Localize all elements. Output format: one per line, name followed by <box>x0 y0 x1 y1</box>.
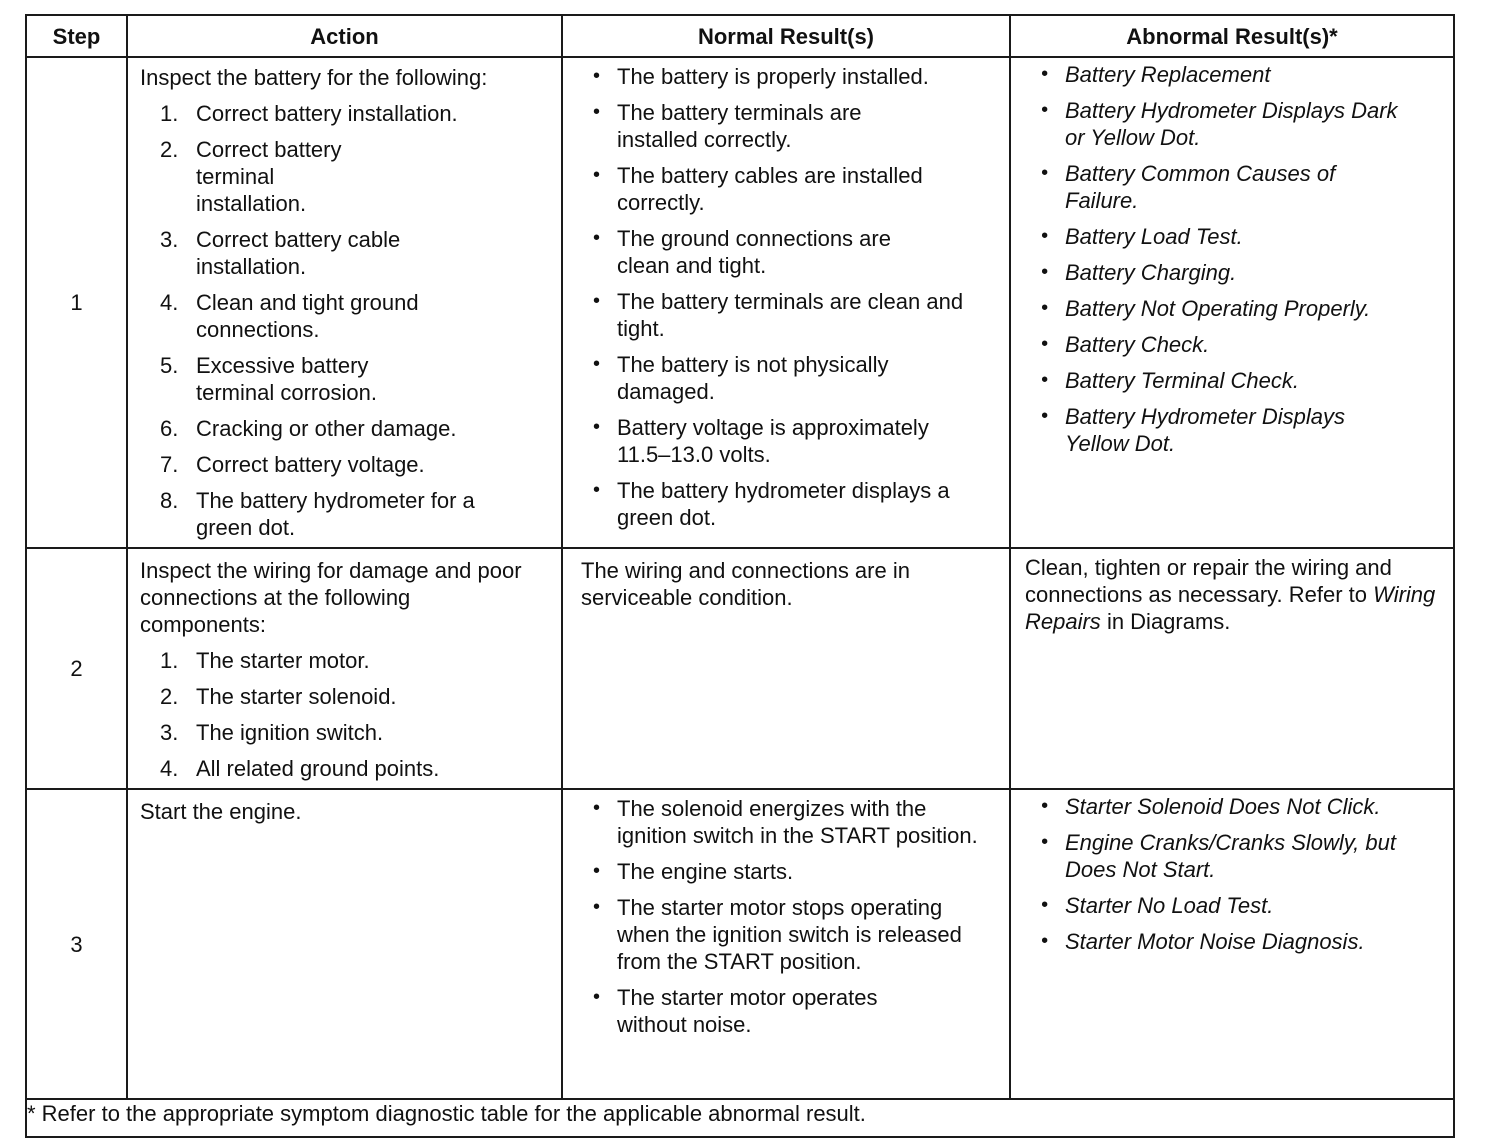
list-item: • The ground connections are clean and tight. <box>593 226 891 278</box>
wiring-repairs-reference: Wiring Repairs <box>1025 582 1436 634</box>
list-item: • Battery Hydrometer Displays Yellow Dot. <box>1041 404 1345 456</box>
step-number: 2 <box>26 548 127 789</box>
action-intro: Inspect the wiring for damage and poor connections at the following components: <box>140 558 522 637</box>
step-number: 3 <box>26 789 127 1099</box>
normal-results-list <box>563 790 1009 1038</box>
table-row <box>26 789 1454 1099</box>
list-item: • The starter motor stops operating when the ignition switch is released from the START position. <box>593 895 962 974</box>
list-item: • The battery is properly installed. <box>593 64 929 89</box>
header-normal-results: Normal Result(s) <box>562 15 1010 57</box>
list-item: 1. The starter motor. <box>160 648 370 673</box>
list-item: • The solenoid energizes with the ignition switch in the START position. <box>593 796 978 848</box>
list-item: 5. Excessive battery terminal corrosion. <box>160 353 377 405</box>
list-item: • Battery Check. <box>1041 332 1210 357</box>
footnote-row <box>26 1099 1454 1137</box>
action-cell <box>127 789 562 1099</box>
list-item: 4. Clean and tight ground connections. <box>160 290 419 342</box>
list-item: • Starter No Load Test. <box>1041 893 1274 918</box>
footnote: * Refer to the appropriate symptom diagnostic table for the applicable abnormal result. <box>26 1099 1454 1137</box>
list-item: 7. Correct battery voltage. <box>160 452 425 477</box>
action-list <box>140 647 555 782</box>
table-row <box>26 548 1454 789</box>
list-item: • The starter motor operates without noise. <box>593 985 878 1037</box>
normal-results-cell <box>562 57 1010 548</box>
action-cell <box>127 548 562 789</box>
list-item: • Battery Not Operating Properly. <box>1041 296 1371 321</box>
abnormal-results-cell <box>1010 789 1454 1099</box>
header-abnormal-results: Abnormal Result(s)* <box>1010 15 1454 57</box>
list-item: 8. The battery hydrometer for a green dot. <box>160 488 475 540</box>
header-row <box>26 15 1454 57</box>
abnormal-results-cell <box>1010 57 1454 548</box>
list-item: • Battery Load Test. <box>1041 224 1243 249</box>
list-item: • The battery terminals are clean and tight. <box>593 289 964 341</box>
list-item: 1. Correct battery installation. <box>160 101 458 126</box>
list-item: 3. Correct battery cable installation. <box>160 227 401 279</box>
step-number: 1 <box>26 57 127 548</box>
abnormal-results-list <box>1011 790 1453 955</box>
list-item: • Starter Motor Noise Diagnosis. <box>1041 929 1365 954</box>
abnormal-results-text: Clean, tighten or repair the wiring and connections as necessary. Refer to <box>1025 555 1392 607</box>
action-list <box>140 100 555 541</box>
list-item: • The battery hydrometer displays a green dot. <box>593 478 950 530</box>
list-item: • Battery voltage is approximately 11.5–13.0 volts. <box>593 415 929 467</box>
list-item: • The battery terminals are installed correctly. <box>593 100 862 152</box>
diagnostic-table <box>25 14 1455 1138</box>
list-item: • Battery Common Causes of Failure. <box>1041 161 1336 213</box>
normal-results-text: The wiring and connections are in serviceable condition. <box>581 558 910 610</box>
abnormal-results-text-end: in Diagrams. <box>1106 609 1231 634</box>
table-row <box>26 57 1454 548</box>
normal-results-cell <box>562 548 1010 789</box>
normal-results-list <box>563 58 1009 531</box>
list-item: • The engine starts. <box>593 859 794 884</box>
list-item: 6. Cracking or other damage. <box>160 416 457 441</box>
action-intro: Start the engine. <box>140 799 302 824</box>
header-step: Step <box>26 15 127 57</box>
list-item: 2. Correct battery terminal installation. <box>160 137 342 216</box>
list-item: 3. The ignition switch. <box>160 720 384 745</box>
list-item: • Battery Terminal Check. <box>1041 368 1299 393</box>
abnormal-results-list <box>1011 58 1453 457</box>
list-item: 4. All related ground points. <box>160 756 440 781</box>
normal-results-cell <box>562 789 1010 1099</box>
list-item: • Battery Hydrometer Displays Dark or Yellow Dot. <box>1041 98 1398 150</box>
list-item: 2. The starter solenoid. <box>160 684 397 709</box>
list-item: • The battery cables are installed correctly. <box>593 163 923 215</box>
list-item: • Battery Replacement <box>1041 62 1271 87</box>
action-cell <box>127 57 562 548</box>
list-item: • The battery is not physically damaged. <box>593 352 889 404</box>
list-item: • Battery Charging. <box>1041 260 1237 285</box>
header-action: Action <box>127 15 562 57</box>
list-item: • Engine Cranks/Cranks Slowly, but Does Not Start. <box>1041 830 1396 882</box>
abnormal-results-cell <box>1010 548 1454 789</box>
list-item: • Starter Solenoid Does Not Click. <box>1041 794 1381 819</box>
action-intro: Inspect the battery for the following: <box>140 65 488 90</box>
